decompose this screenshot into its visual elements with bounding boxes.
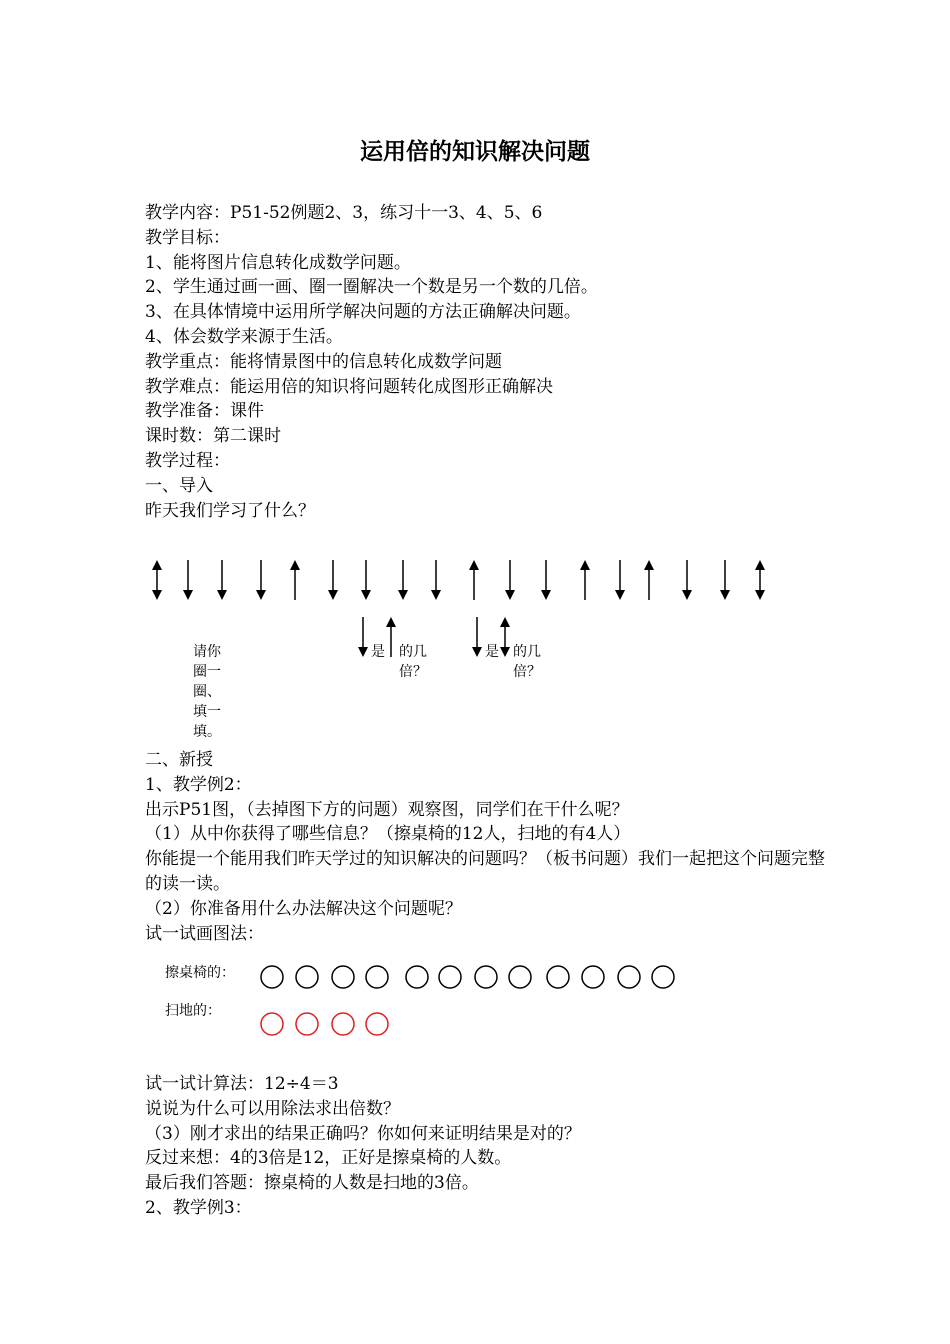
down-arrow-icon xyxy=(398,560,408,600)
double-arrow-icon xyxy=(498,615,512,659)
text-line: 说说为什么可以用除法求出倍数？ xyxy=(145,1098,400,1119)
circle-row-graphic xyxy=(258,1010,398,1038)
text-line: 2、学生通过画一画、圈一圈解决一个数是另一个数的几倍。 xyxy=(145,277,598,298)
text-line: 教学目标： xyxy=(145,227,230,248)
text-line: （1）从中你获得了哪些信息？（擦桌椅的12人，扫地的有4人） xyxy=(145,824,631,845)
new-lesson-section xyxy=(145,748,825,946)
text-line: 试一试画图法： xyxy=(145,923,264,944)
circle-mark xyxy=(366,966,388,988)
down-arrow-icon xyxy=(615,560,625,600)
text-line: 出示P51图，（去掉图下方的问题）观察图，同学们在干什么呢？ xyxy=(145,799,629,820)
up-arrow-icon xyxy=(469,560,479,600)
text-line: 3、在具体情境中运用所学解决问题的方法正确解决问题。 xyxy=(145,302,581,323)
circle-mark xyxy=(332,1013,354,1035)
circle-row-graphic xyxy=(258,963,683,991)
row-label-cleaning-desks: 擦桌椅的： xyxy=(165,965,235,981)
text-line: 2、教学例3： xyxy=(145,1197,252,1218)
down-arrow-icon xyxy=(431,560,441,600)
text-line: 教学重点：能将情景图中的信息转化成数学问题 xyxy=(145,351,502,372)
circle-mark xyxy=(582,966,604,988)
up-arrow-icon xyxy=(290,560,300,600)
down-arrow-icon xyxy=(217,560,227,600)
text-line: 教学准备：课件 xyxy=(145,401,264,422)
down-arrow-icon xyxy=(183,560,193,600)
arrow-row xyxy=(145,556,785,606)
down-arrow-icon xyxy=(505,560,515,600)
double-arrow-icon xyxy=(755,560,765,600)
arrow-row-graphic xyxy=(145,556,785,606)
document-title: 运用倍的知识解决问题 xyxy=(360,138,590,165)
row-label-sweeping: 扫地的： xyxy=(165,1003,221,1019)
text-line: 教学过程： xyxy=(145,450,230,471)
text-line: 试一试计算法：12÷4＝3 xyxy=(145,1074,339,1094)
circle-mark xyxy=(652,966,674,988)
circle-mark xyxy=(296,966,318,988)
down-arrow-icon xyxy=(541,560,551,600)
circle-mark xyxy=(406,966,428,988)
circle-mark xyxy=(618,966,640,988)
text-line: 1、能将图片信息转化成数学问题。 xyxy=(145,252,411,273)
down-arrow-icon xyxy=(470,615,484,659)
circle-mark xyxy=(296,1013,318,1035)
lesson-info xyxy=(145,201,825,523)
circles-cleaning-desks xyxy=(258,963,683,991)
down-arrow-icon xyxy=(720,560,730,600)
text-line: 教学内容：P51-52例题2、3，练习十一3、4、5、6 xyxy=(145,203,543,223)
calculation-section xyxy=(145,1072,825,1221)
text-line: 最后我们答题：擦桌椅的人数是扫地的3倍。 xyxy=(145,1173,479,1194)
prompt-lead: 请你圈一圈、填一填。 xyxy=(193,644,221,740)
down-arrow-icon xyxy=(682,560,692,600)
circle-mark xyxy=(509,966,531,988)
text-line: 4、体会数学来源于生活。 xyxy=(145,326,343,347)
text-line: 昨天我们学习了什么？ xyxy=(145,500,315,521)
circle-mark xyxy=(261,966,283,988)
prompt-is-2: 是 xyxy=(485,644,499,660)
down-arrow-icon xyxy=(361,560,371,600)
text-line: 教学难点：能运用倍的知识将问题转化成图形正确解决 xyxy=(145,376,553,397)
text-line: 1、教学例2： xyxy=(145,774,252,795)
up-arrow-icon xyxy=(384,615,398,659)
circle-mark xyxy=(366,1013,388,1035)
text-line: 一、导入 xyxy=(145,475,213,496)
circle-mark xyxy=(261,1013,283,1035)
text-line: 二、新授 xyxy=(145,750,213,770)
text-line: 反过来想：4的3倍是12，正好是擦桌椅的人数。 xyxy=(145,1148,512,1169)
down-arrow-icon xyxy=(356,615,370,659)
prompt-times-1: 的几倍？ xyxy=(399,644,427,680)
prompt-is-1: 是 xyxy=(371,644,385,660)
down-arrow-icon xyxy=(256,560,266,600)
text-line: 课时数：第二课时 xyxy=(145,426,281,447)
circle-mark xyxy=(439,966,461,988)
text-line: （2）你准备用什么办法解决这个问题呢？ xyxy=(145,898,462,919)
text-line: 你能提一个能用我们昨天学过的知识解决的问题吗？（板书问题）我们一起把这个问题完整的读一读。 xyxy=(145,849,825,894)
circle-mark xyxy=(547,966,569,988)
circle-mark xyxy=(475,966,497,988)
double-arrow-icon xyxy=(152,560,162,600)
down-arrow-icon xyxy=(328,560,338,600)
up-arrow-icon xyxy=(580,560,590,600)
prompt-times-2: 的几倍？ xyxy=(513,644,541,680)
circles-sweeping xyxy=(258,1010,398,1038)
circle-mark xyxy=(332,966,354,988)
text-line: （3）刚才求出的结果正确吗？你如何来证明结果是对的？ xyxy=(145,1123,581,1144)
up-arrow-icon xyxy=(644,560,654,600)
